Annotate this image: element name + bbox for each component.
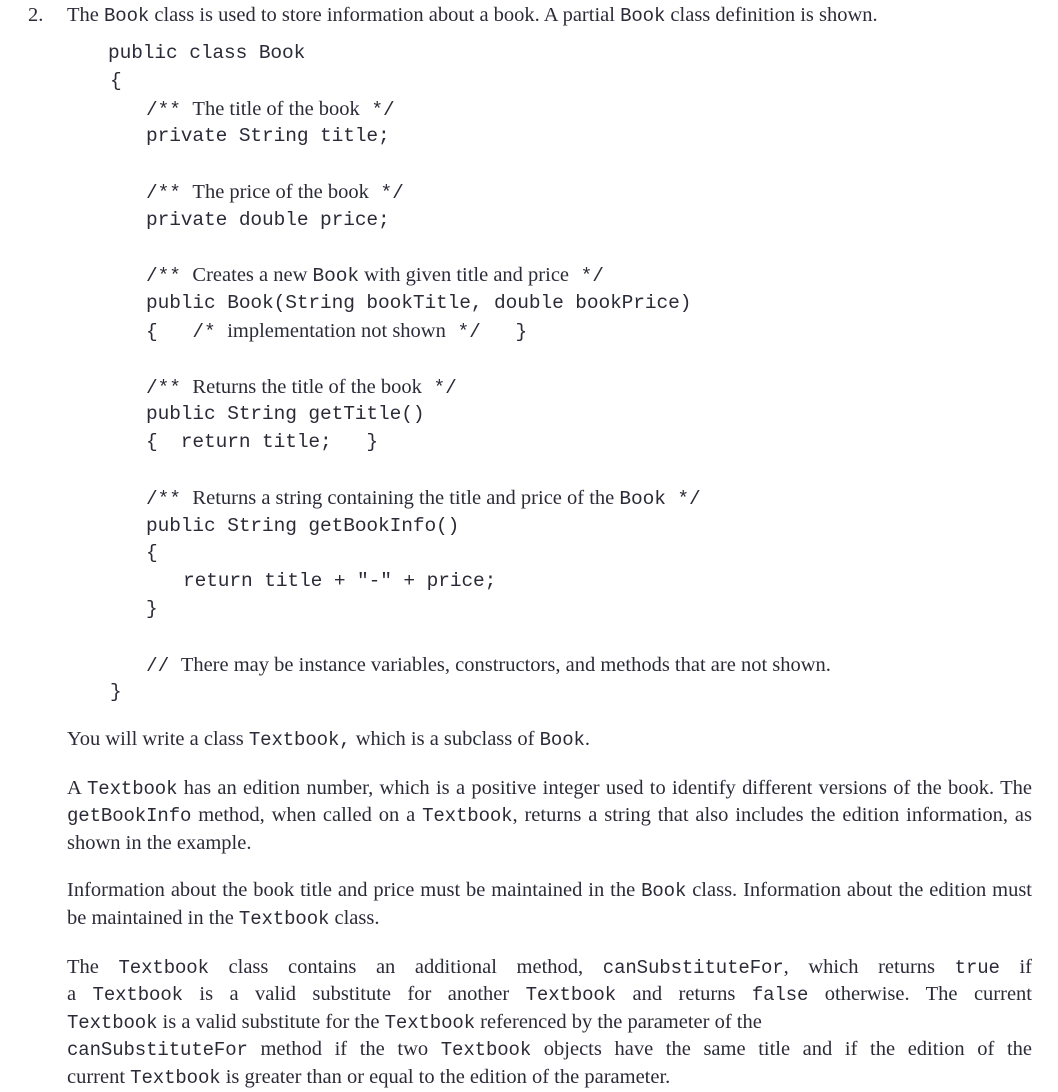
code-run: /** (146, 487, 193, 510)
text-run: , returns a string that also includes the edition information, as shown in the example. (67, 804, 1032, 854)
prose-line (67, 1009, 1032, 1037)
prose-line (67, 954, 1032, 982)
code-run: Book (539, 729, 585, 751)
code-run: } (146, 597, 158, 620)
prose-section (0, 726, 1058, 1092)
code-run: Textbook (525, 984, 617, 1007)
text-run: The title of the book (192, 97, 360, 120)
text-run: class is used to store information about a book. A partial (149, 4, 621, 26)
text-run: is greater than or equal to the edition of the parameter. (220, 1065, 671, 1088)
text-run: a (67, 983, 93, 1006)
code-run: Textbook (384, 1011, 476, 1034)
text-run: which is a subclass of (350, 728, 540, 750)
text-run: is a valid substitute for the (157, 1010, 385, 1033)
code-line (0, 485, 1058, 513)
code-run: */ (368, 181, 404, 204)
code-run: /** (146, 376, 193, 399)
text-run: referenced by the parameter of the (475, 1010, 762, 1033)
prose-line (67, 1036, 1032, 1064)
code-run: Book (104, 5, 150, 27)
code-run: Textbook (422, 805, 513, 828)
text-run: has an edition number, which is a positive integer used to identify different versions of the book. The (177, 776, 1032, 799)
code-run: return title + "-" + price; (183, 570, 497, 593)
text-run: method, when called on a (191, 804, 423, 827)
code-line (0, 40, 1058, 68)
code-run: /** (146, 98, 193, 121)
code-run: public class Book (108, 42, 306, 64)
code-line (0, 235, 1058, 263)
text-run: objects have the same title and if the edition of the (531, 1038, 1032, 1061)
code-line (0, 96, 1058, 124)
code-line (0, 151, 1058, 179)
text-run: Returns a string containing the title and price of the (192, 486, 620, 509)
code-line (0, 513, 1058, 541)
text-run: The (67, 955, 119, 978)
text-run: current (67, 1065, 131, 1088)
code-line (0, 457, 1058, 485)
book-class-code-listing (0, 40, 1058, 707)
code-line (0, 679, 1058, 707)
code-run: canSubstituteFor (602, 956, 784, 979)
code-run: Book (620, 5, 666, 27)
code-run: false (751, 984, 809, 1007)
text-run: implementation not shown (227, 319, 446, 342)
code-run: Book (312, 265, 359, 288)
code-line (0, 624, 1058, 652)
text-run: Returns the title of the book (192, 375, 422, 398)
question-number: 2. (28, 4, 44, 26)
code-line (0, 68, 1058, 96)
code-run: // (146, 654, 181, 677)
code-run: { /* (146, 320, 228, 343)
prose-line (67, 981, 1032, 1009)
code-run: Textbook (67, 1011, 158, 1034)
code-line (0, 401, 1058, 429)
code-run: Book (619, 487, 666, 510)
code-run: public String getBookInfo() (146, 514, 460, 537)
code-line (0, 179, 1058, 207)
code-line (0, 429, 1058, 457)
code-run: } (110, 681, 122, 704)
code-run: getBookInfo (67, 805, 192, 828)
code-run: { return title; } (146, 431, 379, 454)
text-run: Information about the book title and price must be maintained in the (67, 879, 642, 902)
code-run: public Book(String bookTitle, double bookPrice) (146, 292, 692, 315)
code-line (0, 262, 1058, 290)
text-run: There may be instance variables, constructors, and methods that are not shown. (180, 653, 831, 676)
prose-paragraph-subclass-statement (0, 726, 1058, 754)
code-line (0, 290, 1058, 318)
code-run: private String title; (146, 125, 390, 148)
code-run: */ (359, 98, 395, 121)
text-run: is a valid substitute for another (182, 983, 526, 1006)
text-run: class contains an additional method, (208, 955, 603, 978)
question-intro-text (67, 2, 1033, 29)
code-run: Textbook, (248, 729, 351, 751)
code-line (0, 207, 1058, 235)
text-run: class definition is shown. (665, 4, 878, 26)
prose-line (67, 1064, 1032, 1092)
code-run: private double price; (146, 208, 390, 231)
code-run: public String getTitle() (146, 403, 425, 426)
text-run: class. Information about the edition must be maintained in the (67, 879, 1032, 929)
code-line (0, 318, 1058, 346)
code-run: Textbook (92, 984, 183, 1007)
code-run: Book (641, 880, 687, 903)
code-run: canSubstituteFor (67, 1039, 248, 1062)
text-run: if (999, 955, 1033, 978)
code-run: Textbook (238, 907, 330, 930)
text-run: . (584, 728, 590, 750)
text-run: A (67, 776, 87, 799)
code-line (0, 540, 1058, 568)
text-run: with given title and price (358, 264, 570, 287)
text-run: class. (329, 906, 380, 929)
text-run: method if the two (247, 1038, 441, 1061)
prose-paragraph-can-substitute-for (0, 954, 1058, 1092)
code-run: /** (146, 265, 193, 288)
code-line (0, 652, 1058, 680)
code-run: Textbook (440, 1039, 532, 1062)
code-run: Textbook (118, 956, 209, 979)
code-run: */ } (445, 320, 528, 343)
code-line (0, 346, 1058, 374)
code-line (0, 374, 1058, 402)
code-run: true (954, 956, 1000, 979)
code-line (0, 568, 1058, 596)
code-run: { (110, 69, 122, 92)
text-run: otherwise. The current (808, 983, 1032, 1006)
text-run: Creates a new (192, 264, 313, 287)
code-run: */ (665, 487, 701, 510)
text-run: and returns (616, 983, 752, 1006)
prose-paragraph-information-maintenance (0, 877, 1058, 932)
code-line (0, 596, 1058, 624)
code-line (0, 123, 1058, 151)
code-run: Textbook (130, 1066, 221, 1089)
text-run: The price of the book (192, 180, 369, 203)
code-run: Textbook (87, 777, 178, 800)
prose-paragraph-edition-number (0, 775, 1058, 857)
text-run: The (67, 4, 104, 26)
code-run: */ (421, 376, 457, 399)
text-run: You will write a class (67, 728, 249, 750)
text-run: , which returns (783, 955, 955, 978)
code-run: */ (569, 265, 604, 288)
code-run: { (146, 542, 158, 565)
code-run: /** (146, 181, 193, 204)
